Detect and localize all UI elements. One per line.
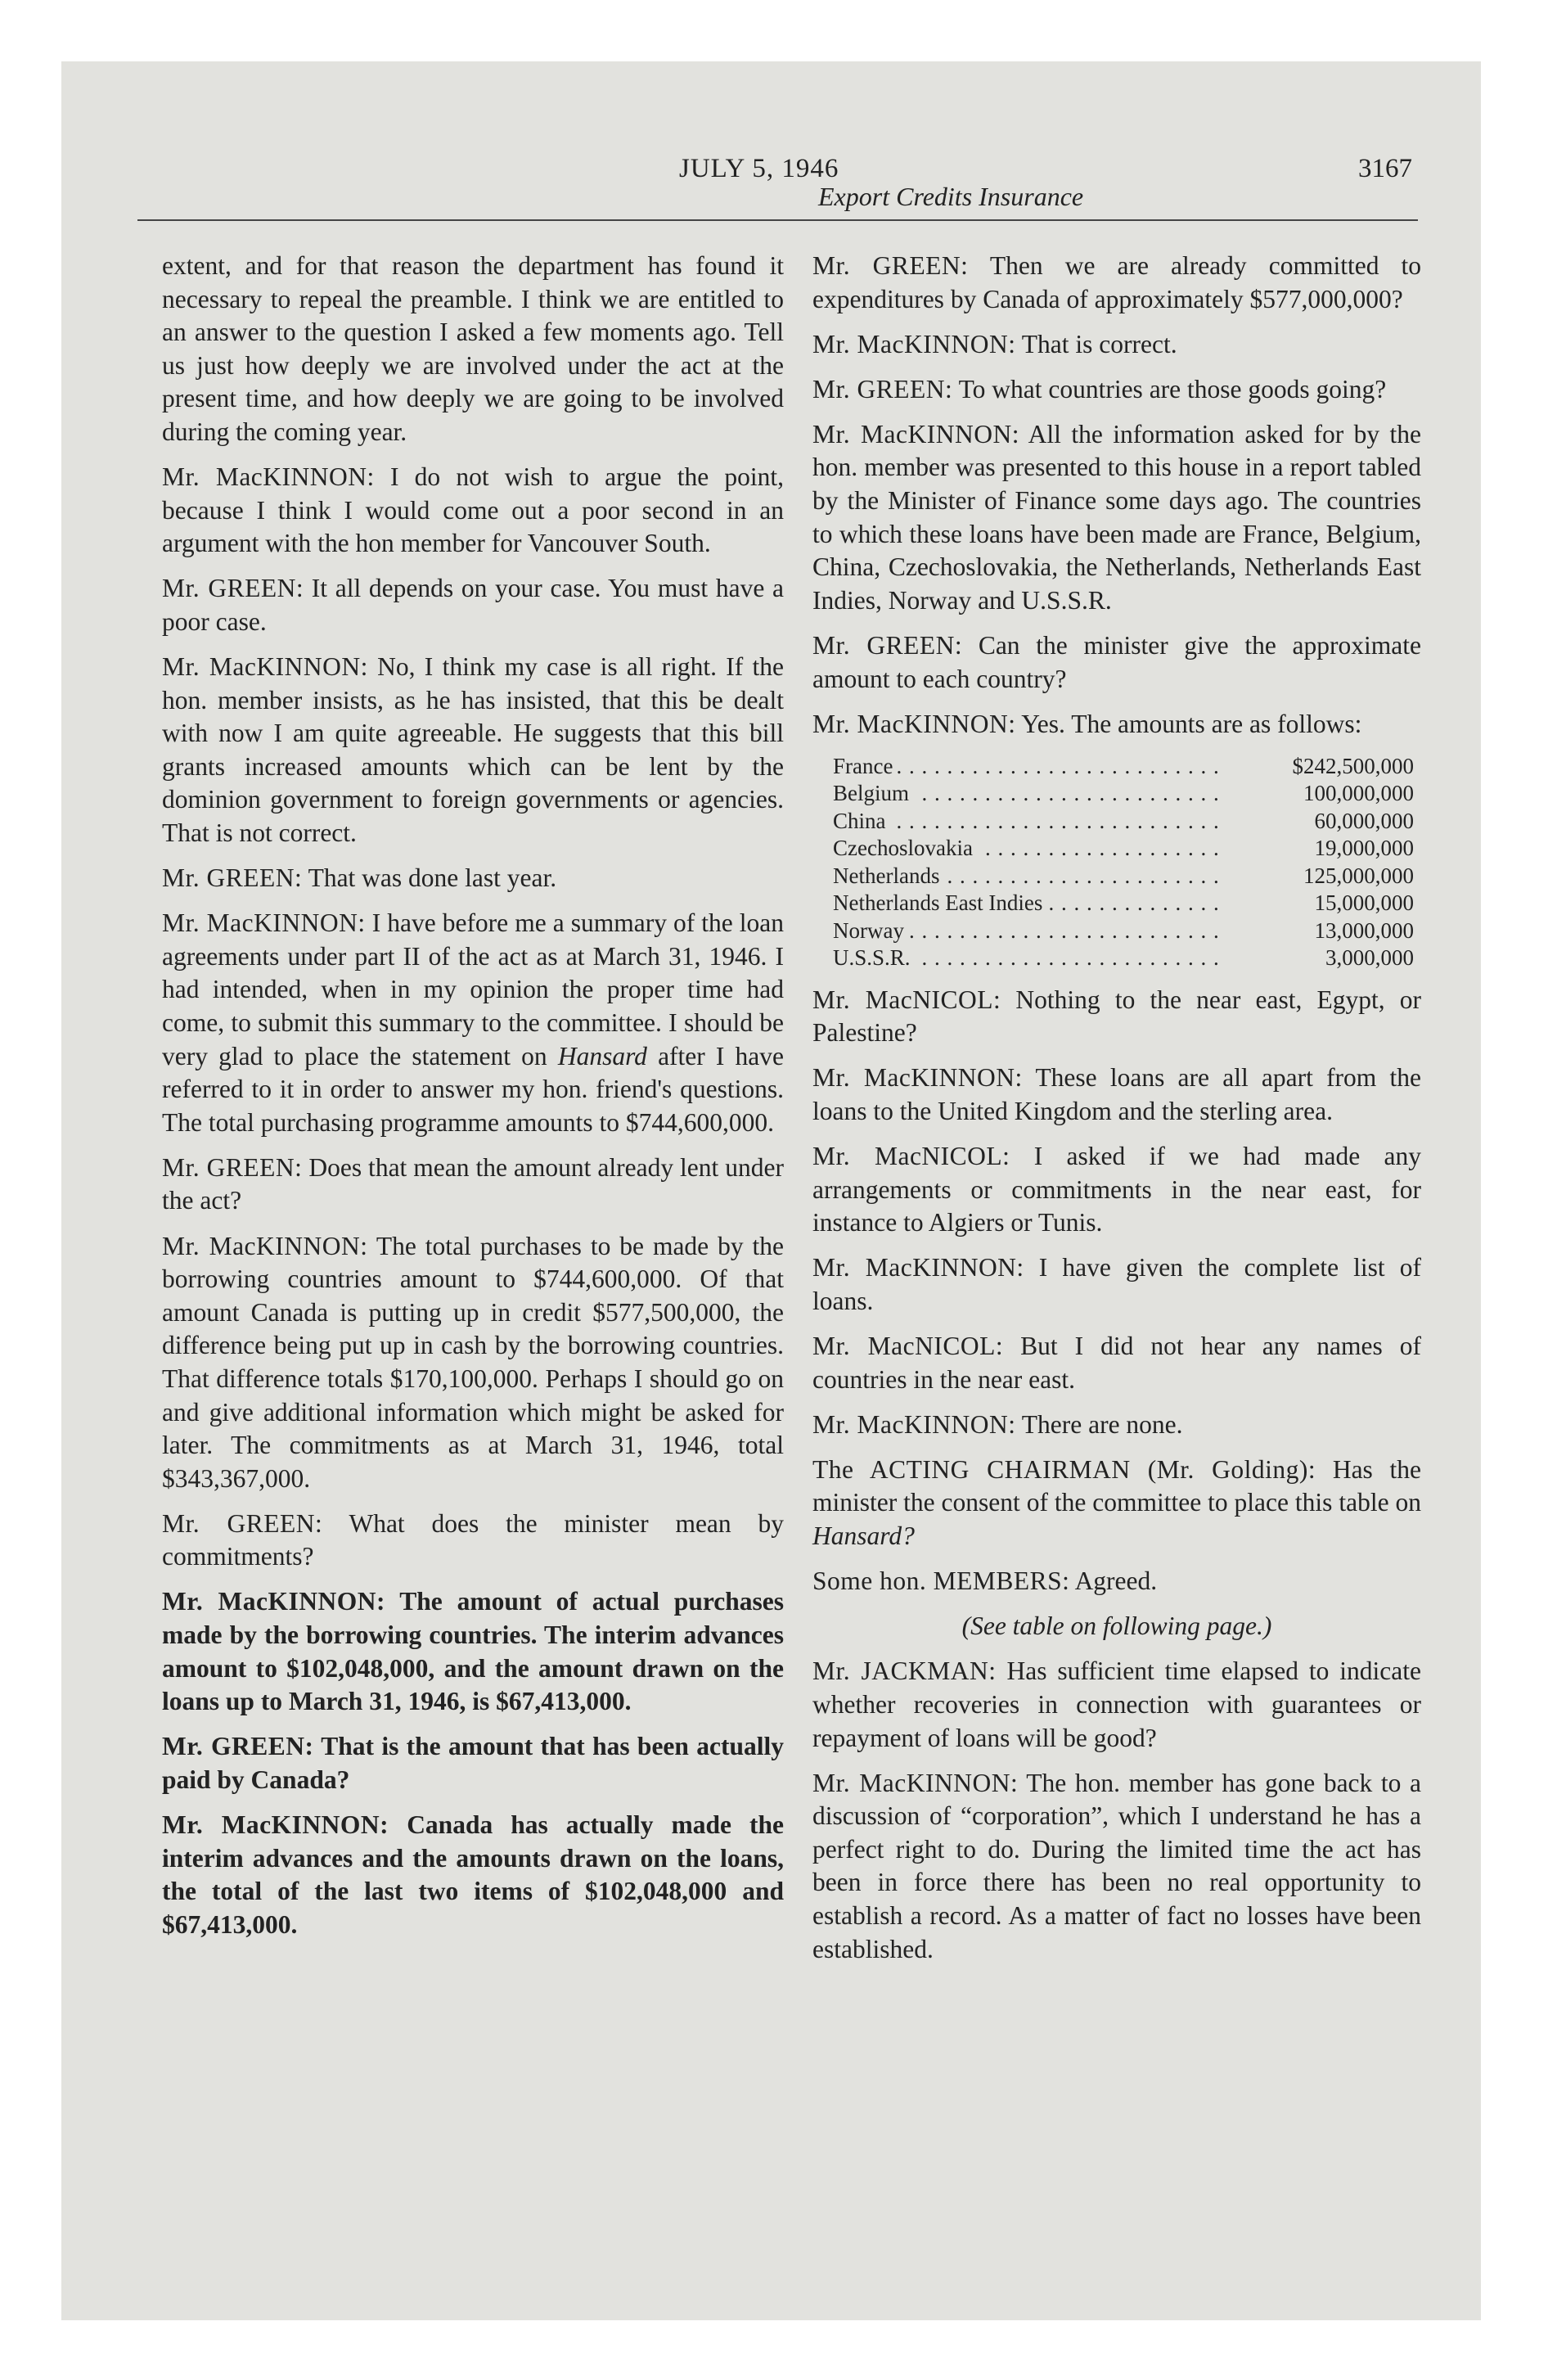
table-row [833,835,1414,863]
paragraph-text: Then we are already committed to expenditures by Canada of approximately $577,000,000? [812,251,1421,313]
speaker: Mr. GREEN: [162,1508,323,1538]
speaker: Mr. MacNICOL: [812,1142,1010,1171]
paragraph [812,1251,1421,1318]
paragraph [162,651,784,850]
speaker: Mr. GREEN: [162,574,304,603]
table-row [833,917,1414,945]
paragraph [812,250,1421,316]
paragraph [812,418,1421,618]
paragraph-text: I have before me a summary of the loan agreements under part II of the act as at March 31, 1946. I had intended, when in my opinion the proper time had come, to submit this summary to the committee. I should be very glad to place the statement on [162,908,785,1071]
country-cell: Belgium [833,781,914,805]
speaker: Mr. GREEN: [812,630,963,660]
paragraph-text: after I have referred to it in order to answer my hon. friend's questions. The total purchasing programme amounts to $744,600,000. [162,1041,785,1137]
paragraph-text: extent, and for that reason the department has found it necessary to repeal the preamble. I think we are entitled to an answer to the question I asked a few moments ago. Tell us just how deeply we are involved under the act at the present time, and how deeply we are going to be involved during the coming year. [162,251,784,446]
left-column [162,250,784,1954]
table-row [833,944,1414,972]
paragraph-text: The hon. member has gone back to a discussion of “corporation”, which I understand he has a perfect right to do. During the limited time the act has been in force there has been no real opportunity to establish a record. As a matter of fact no losses have been established. [812,1768,1421,1963]
paragraph [162,1508,784,1574]
paragraph-text: That was done last year. [308,863,557,893]
paragraph [812,1140,1421,1240]
speaker: Mr. MacKINNON: [812,1253,1024,1282]
amount-cell: 60,000,000 [1314,808,1414,833]
paragraph [162,1152,784,1218]
paragraph [812,328,1421,362]
speaker: Mr. MacKINNON: [162,1231,368,1260]
amount-cell: 15,000,000 [1314,890,1414,916]
speaker: Mr. MacKINNON: [162,908,366,938]
paragraph-text: The total purchases to be made by the borrowing countries amount to $744,600,000. Of that amount Canada is putting up in credit $577,500,000, the difference being put up in cash by the borrowing countries. That difference totals $170,100,000. Perhaps I should go on and give additional information which might be asked for later. The commitments as at March 31, 1946, total $343,367,000. [162,1231,785,1493]
speaker: Mr. MacNICOL: [812,1332,1004,1361]
paragraph [162,1730,784,1796]
country-cell: Czechoslovakia [833,836,978,860]
paragraph-text: That is correct. [1021,329,1177,358]
page-date: JULY 5, 1946 [679,154,839,183]
paragraph [812,629,1421,696]
paragraph [162,862,784,895]
paragraph-text: It all depends on your case. You must have a poor case. [162,574,784,636]
speaker: Mr. GREEN: [162,863,303,893]
paragraph-text: Does that mean the amount already lent under the act? [162,1152,784,1215]
paragraph [812,1454,1421,1553]
paragraph-text: Has the minister the consent of the committee to place this table on [812,1454,1421,1517]
paragraph-text: These loans are all apart from the loans to the United Kingdom and the sterling area. [812,1063,1421,1125]
paragraph [162,572,784,638]
country-cell: Norway [833,918,909,943]
paragraph-text: I do not wish to argue the point, because I think I would come out a poor second in an argument with the hon member for Vancouver South. [162,462,785,558]
paragraph-text: Nothing to the near east, Egypt, or Palestine? [812,985,1421,1048]
paragraph [812,708,1421,741]
table-row [833,863,1414,890]
italic-term: Hansard? [812,1521,915,1551]
speaker: Mr. JACKMAN: [812,1657,997,1686]
paragraph [162,1230,784,1496]
paragraph [812,1330,1421,1396]
paragraph-text: The amount of actual purchases made by the borrowing countries. The interim advances amount to $102,048,000, and the amount drawn on the loans up to March 31, 1946, is $67,413,000. [162,1587,784,1716]
speaker: Some hon. MEMBERS: [812,1566,1070,1596]
speaker: The ACTING CHAIRMAN (Mr. Golding): [812,1454,1316,1484]
speaker: Mr. MacKINNON: [162,1810,389,1840]
country-cell: Netherlands [833,863,944,888]
table-row [833,890,1414,917]
header-rule [137,219,1418,221]
speaker: Mr. GREEN: [162,1732,314,1761]
amount-cell: 125,000,000 [1303,863,1414,888]
speaker: Mr. GREEN: [162,1152,303,1182]
table-row [833,808,1414,836]
running-head-section: Export Credits Insurance [818,182,1084,211]
amount-cell: 100,000,000 [1303,781,1414,806]
speaker: Mr. MacKINNON: [812,1768,1019,1797]
paragraph [162,250,784,449]
speaker: Mr. GREEN: [812,251,969,280]
italic-note: (See table on following page.) [961,1611,1272,1641]
table-row [833,780,1414,808]
paragraph-text: Agreed. [1074,1566,1158,1596]
speaker: Mr. MacKINNON: [812,1409,1016,1439]
paragraph-text: I have given the complete list of loans. [812,1253,1422,1315]
paragraph-text: I asked if we had made any arrangements or commitments in the near east, for instance to Algiers or Tunis. [812,1142,1422,1237]
amount-cell: 13,000,000 [1314,917,1414,943]
paragraph [812,1409,1421,1442]
paragraph-text: Yes. The amounts are as follows: [1021,709,1362,738]
speaker: Mr. MacNICOL: [812,985,1001,1014]
amount-cell: 19,000,000 [1314,836,1414,861]
paragraph-text: But I did not hear any names of countries in the near east. [812,1332,1421,1394]
table-note [812,1610,1421,1643]
paragraph-text: Has sufficient time elapsed to indicate whether recoveries in connection with guarantees or repayment of loans will be good? [812,1657,1421,1752]
speaker: Mr. MacKINNON: [812,419,1019,449]
speaker: Mr. MacKINNON: [162,462,375,492]
country-cell: China [833,809,891,833]
amount-cell: $242,500,000 [1292,753,1414,778]
paragraph [162,461,784,561]
country-cell: France [833,754,898,778]
paragraph [812,1767,1421,1967]
loans-table [833,753,1414,972]
speaker: Mr. MacKINNON: [812,329,1016,358]
speaker: Mr. GREEN: [812,374,953,403]
paragraph [162,1809,784,1941]
paragraph [812,1062,1421,1128]
paragraph-text: What does the minister mean by commitments? [162,1508,784,1571]
paragraph [162,907,784,1139]
paragraph-text: Canada has actually made the interim advances and the amounts drawn on the loans, the total of the last two items of $102,048,000 and $67,413,000. [162,1810,785,1939]
speaker: Mr. MacKINNON: [162,1587,385,1616]
right-column [812,250,1421,1978]
paragraph [812,984,1421,1050]
paragraph-text: Can the minister give the approximate amount to each country? [812,630,1421,693]
country-cell: U.S.S.R. [833,945,916,970]
paragraph-text: All the information asked for by the hon. member was presented to this house in a report tabled by the Minister of Finance some days ago. The countries to which these loans have been made are France, Belgium, China, Czechoslovakia, the Netherlands, Netherlands East Indies, Norway and U.S.S.R. [812,419,1421,615]
paragraph-text: To what countries are those goods going? [958,374,1387,403]
speaker: Mr. MacKINNON: [162,652,368,682]
speaker: Mr. MacKINNON: [812,1063,1023,1093]
italic-term: Hansard [557,1041,647,1071]
page-number: 3167 [1358,154,1412,183]
paragraph [162,1585,784,1718]
paragraph-text: No, I think my case is all right. If the hon. member insists, as he has insisted, that this be dealt with now I am quite agreeable. He suggests that this bill grants increased amounts which can be lent by the dominion government to foreign governments or agencies. That is not correct. [162,652,785,847]
speaker: Mr. MacKINNON: [812,709,1016,738]
paragraph [812,1565,1421,1598]
table-row [833,753,1414,781]
paragraph [812,373,1421,407]
paragraph [812,1655,1421,1755]
paragraph-text: There are none. [1021,1409,1183,1439]
paragraph-text: That is the amount that has been actually paid by Canada? [162,1732,784,1794]
amount-cell: 3,000,000 [1325,945,1414,971]
country-cell: Netherlands East Indies [833,890,1047,915]
